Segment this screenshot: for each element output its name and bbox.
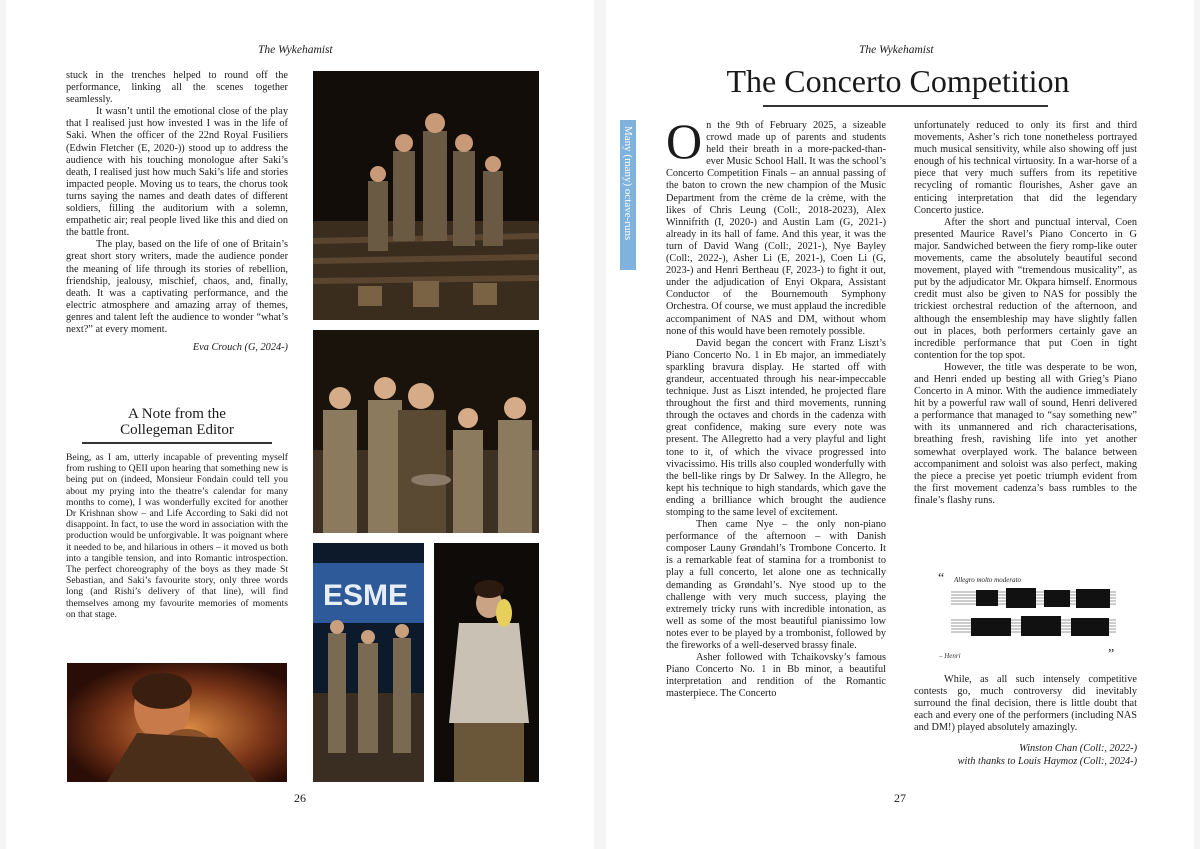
review-column — [66, 70, 288, 354]
svg-text:“: “ — [938, 571, 945, 586]
page-number: 27 — [894, 791, 906, 805]
running-header: The Wykehamist — [258, 44, 333, 56]
paragraph: Being, as I am, utterly incapable of preventing myself from rushing to QEII upon hearing that something new is being put on (indeed, Monsieur Fondain could tell you about my prying into the theatre’s calendar for many months to come), I was wonderfully excited for another Dr Krishnan show – and Life According to Saki did not disappoint. In fact, to use the word in association with the production would be unforgivable. It was poignant where it needed to be, and hilarious in others – it moved us both into a tangible tension, and into Romantic introspection. The perfect choreography of the boys as they made St Sebastian, and Saki’s favourite story, only three words long (and Rishi’s delivery of that line), will find themselves among my favourite memories of moments on that stage. — [66, 452, 288, 620]
page-27 — [606, 0, 1194, 849]
paragraph-text: n the 9th of February 2025, a sizeable crowd made up of parents and students held their breath in a more-packed-than-ever Music School Hall. It was the school’s Concerto Competition Finals – an annual passing of the baton to crown the new champion of the Music Department from the crème de la crème, with the likes of Chris Leung (Coll:, 2018-2023), Alex Winnifrith (I, 2020-) and Austin Lam (G, 2021-) already in its hall of fame. And this year, it was the turn of David Wang (Coll:, 2021-), Nye Bayley (Coll:, 2022-), Asher Li (E, 2021-), Coen Li (G, 2023-) and Henri Bertheau (F, 2023-) to fight it out, under the adjudication of Enyi Okpara, Assistant Conductor of the Bournemouth Symphony Orchestra. Of course, we must applaud the incredible accompaniment of NAS and DM, without whom none of this would have been remotely possible. — [666, 120, 886, 337]
svg-text:”: ” — [1108, 647, 1115, 662]
author-signature: Eva Crouch (G, 2024-) — [192, 342, 288, 354]
paragraph: Asher followed with Tchaikovsky’s famous Piano Concerto No. 1 in Bb minor, a beautiful interpretation and rendition of the Romantic masterpiece. The Concerto — [666, 652, 886, 700]
photo-boys-chorus — [313, 330, 539, 533]
title-rule — [763, 105, 1048, 107]
paragraph: However, the title was desperate to be won, and Henri ended up besting all with Grieg’s Piano Concerto in A minor. With the audience immediately hit by a powerful raw wall of sound, Henri delivered a performance that managed to “say something new” with its unmannered and rich characterisations, breathing fresh, ravishing life into yet another somewhat overplayed work. The balance between accompaniment and soloist was also perfect, making the piece a precise yet poetic triumph evident from the first movement cadenza’s bass rumbles to the finale’s flashy runs. — [914, 361, 1137, 506]
photo-soldiers-trench — [313, 71, 539, 320]
photo-stage-sign — [313, 543, 424, 782]
paragraph: Then came Nye – the only non-piano performance of the afternoon – with Danish composer Launy Grøndahl’s Trombone Concerto. It is a remarkable feat of stamina for a trombonist to play a full concerto, let alone one as technically demanding as Grøndahl’s. Nye stood up to the challenge with very much success, playing the extremely tricky runs with incredible intonation, as well as some of the most beautiful pianissimo low notes ever to be played by a trombonist, followed by the fireworks of a well-deserved brassy finale. — [666, 519, 886, 652]
paragraph: David began the concert with Franz Liszt’s Piano Concerto No. 1 in Eb major, an immediately sparkling bravura display. He started off with grandeur, accentuated through his near-impeccable technique. Just as Liszt intended, he projected flare throughout the first and third movements, running through the octaves and chords in the cadenza with great confidence, making sure every note was present. The Allegretto had a very playful and light tone to it, of which the vivace progressed into vivacissimo. His trills also coupled wonderfully with the bell-like rings by Dr Salwey. In the Allegro, he kept his technique to high standards, which gave the ending a brilliance which brought the audience stomping to the same level of excitement. — [666, 337, 886, 518]
note-title — [82, 406, 272, 444]
paragraph: unfortunately reduced to only its first and third movements, Asher’s rich tone nonetheless portrayed much musical sensitivity, while also showing off just enough of his technical virtuosity. In a war-horse of a piece that very much suffers from its repetitive recycling of romantic flourishes, Asher gave an enticing interpretation that did the legendary Concerto justice. — [914, 120, 1137, 216]
pull-quote-text: Many (many) octave-runs — [622, 126, 634, 241]
paragraph: The play, based on the life of one of Britain’s great short story writers, made the audience ponder the meaning of life through its stories of rebellion, friendship, jealousy, mischief, chaos, and, finally, death. It was a captivating performance, and the electric atmosphere and amazing array of themes, genres and talent left the audience to wonder “what’s next?” at every moment. — [66, 239, 288, 335]
title-rule — [82, 442, 272, 444]
article-column-2 — [914, 120, 1137, 507]
photo-actor-with-doll — [67, 663, 287, 782]
paragraph: stuck in the trenches helped to round off the performance, linking all the scenes together seamlessly. — [66, 70, 288, 106]
page-number: 26 — [294, 791, 306, 805]
paragraph — [666, 113, 886, 338]
score-marking: Allegro molto moderato — [954, 576, 1022, 584]
running-header: The Wykehamist — [859, 44, 934, 56]
article-column-1 — [666, 113, 886, 701]
note-column — [66, 452, 288, 620]
acknowledgement: with thanks to Louis Haymoz (Coll:, 2024-) — [957, 755, 1137, 767]
score-caption: – Henri — [939, 652, 961, 660]
note-title-line: A Note from the — [128, 406, 226, 422]
pull-quote-sidebar — [620, 120, 636, 270]
paragraph: After the short and punctual interval, Coen presented Maurice Ravel’s Piano Concerto in G major. Sandwiched between the fiery romp-like outer movements, came the absolutely beautiful second movement, played with “tremendous musicality”, as put by the adjudicator Mr. Okpara himself. Enormous credit must also be given to NAS for possibly the trickiest orchestral reduction of the afternoon, and although the ensembleship may have slightly fallen out in places, both performers certainly gave an incredible performance that put Coen in tight contention for the top spot. — [914, 216, 1137, 361]
closing-column — [914, 674, 1137, 768]
article-title: The Concerto Competition — [726, 63, 1070, 99]
note-title-line: Collegeman Editor — [120, 422, 234, 438]
paragraph: While, as all such intensely competitive contests go, much controversy did inevitably surround the final decision, there is little doubt that each and every one of the performers (including NAS and DM!) played absolutely amazingly. — [914, 674, 1137, 734]
drop-cap: O — [666, 113, 703, 169]
music-score-excerpt — [936, 570, 1122, 662]
photo-soldier-seated — [434, 543, 539, 782]
stage-sign-text: ESME — [323, 579, 409, 612]
page-26 — [6, 0, 594, 849]
paragraph: It wasn’t until the emotional close of the play that I realised just how invested I was in the life of Saki. When the officer of the 22nd Royal Fusiliers (Edwin Fletcher (E, 2020-)) stood up to address the audience with his touching monologue after Saki’s death, I realised just how much Saki’s life and stories impacted people. Moving us to tears, the chorus took turns saying the names and death dates of different soldiers, filling the auditorium with a solemn, empathetic air; real people lived like this and died on the battle front. — [66, 106, 288, 239]
article-title-box — [718, 62, 1078, 107]
author-signature: Winston Chan (Coll:, 2022-) — [1019, 743, 1137, 755]
